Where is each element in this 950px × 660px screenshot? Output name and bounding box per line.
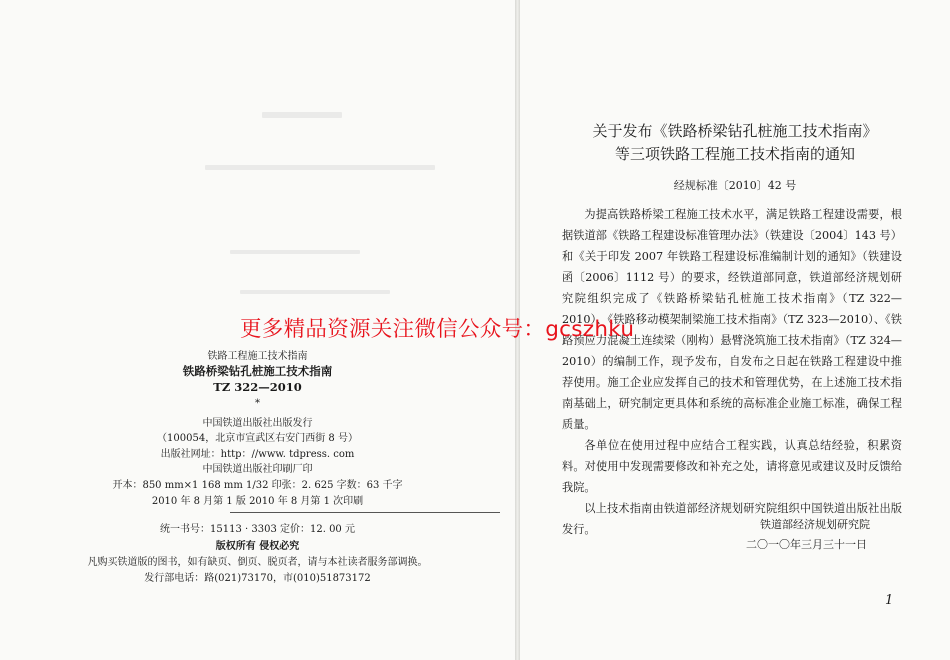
divider xyxy=(230,512,500,513)
paragraph-1: 为提高铁路桥梁工程施工技术水平，满足铁路工程建设需要，根据铁道部《铁路工程建设标准管理办法》（铁建设〔2004〕143 号）和《关于印发 2007 年铁路工程建设标准编制计划的通知》（铁建设函〔2006〕1112 号）的要求，经铁道部同意，铁道部经济规划研究院组织完成了《铁路桥梁钻孔桩施工技术指南》（TZ 322—2010）、《铁路移动模架制梁施工技术指南》（TZ 323—2010）、《铁路预应力混凝土连续梁（刚构）悬臂浇筑施工技术指南》（TZ 324—2010）的编制工作，现予发布，自发布之日起在铁路工程建设中推荐使用。施工企业应发挥自己的技术和管理优势，在上述施工技术指南基础上，研究制定更具体和系统的高标准企业施工标准，确保工程质量。 xyxy=(562,208,902,431)
publisher-address: （100054，北京市宣武区右安门西街 8 号） xyxy=(157,433,358,444)
printer: 中国铁道出版社印刷厂印 xyxy=(202,464,313,475)
watermark-text: 更多精品资源关注微信公众号：gcszhku xyxy=(240,317,635,342)
scan-artifact xyxy=(262,112,342,118)
rights-reserved: 版权所有 侵权必究 xyxy=(215,541,300,552)
scan-artifact xyxy=(230,250,360,254)
page-number: 1 xyxy=(885,593,894,608)
book-title: 铁路桥梁钻孔桩施工技术指南 xyxy=(182,364,333,378)
defect-notice: 凡购买铁道版的图书，如有缺页、倒页、脱页者，请与本社读者服务部调换。 xyxy=(87,557,428,568)
paragraph-2: 各单位在使用过程中应结合工程实践，认真总结经验，积累资料。对使用中发现需要修改和补充之处，请将意见或建议及时反馈给我院。 xyxy=(562,439,902,494)
notice-title-line2: 等三项铁路工程施工技术指南的通知 xyxy=(614,145,855,163)
isbn-price: 统一书号：15113 · 3303 定价：12. 00 元 xyxy=(160,524,355,535)
publisher-website: 出版社网址：http：//www. tdpress. com xyxy=(160,449,355,460)
edition-line: 2010 年 8 月第 1 版 2010 年 8 月第 1 次印刷 xyxy=(151,496,364,507)
separator-star: * xyxy=(255,398,260,409)
publisher: 中国铁道出版社出版发行 xyxy=(202,418,313,429)
scan-artifact xyxy=(240,290,390,294)
paragraph-3: 以上技术指南由铁道部经济规划研究院组织中国铁道出版社出版发行。 xyxy=(562,502,902,536)
scan-artifact xyxy=(205,165,435,170)
document-number: 经规标准〔2010〕42 号 xyxy=(673,179,797,192)
phone-line: 发行部电话：路(021)73170，市(010)51873172 xyxy=(144,573,371,584)
signing-date: 二〇一〇年三月三十一日 xyxy=(746,538,867,551)
signature: 铁道部经济规划研究院 xyxy=(760,518,870,531)
format-line: 开本：850 mm×1 168 mm 1/32 印张：2. 625 字数：63 千字 xyxy=(112,480,403,491)
series-name: 铁路工程施工技术指南 xyxy=(207,351,308,362)
notice-body xyxy=(562,204,902,540)
standard-code: TZ 322—2010 xyxy=(213,380,302,394)
notice-title-line1: 关于发布《铁路桥梁钻孔桩施工技术指南》 xyxy=(592,122,878,140)
